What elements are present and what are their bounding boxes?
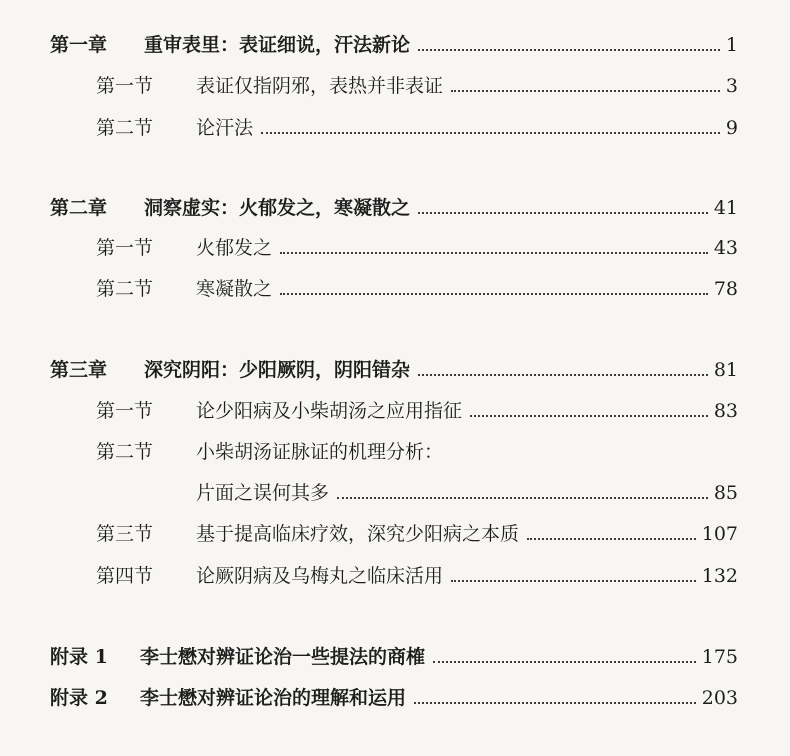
toc-section-3-3[interactable] [96, 519, 738, 549]
leader-dots [433, 661, 696, 663]
page-number: 203 [701, 687, 738, 709]
section-title: 论厥阴病及乌梅丸之临床活用 [196, 565, 444, 587]
section-number: 第三节 [96, 523, 154, 545]
page-number: 43 [713, 237, 738, 259]
page-number: 107 [701, 523, 738, 545]
appendix-number: 附录 2 [50, 687, 108, 709]
page-number: 85 [713, 482, 738, 504]
chapter-number: 第一章 [50, 34, 108, 56]
section-title: 小柴胡汤证脉证的机理分析： [196, 441, 444, 463]
page-number: 41 [713, 197, 738, 219]
toc-chapter-3[interactable] [50, 355, 738, 385]
page-number: 83 [713, 400, 738, 422]
leader-dots [451, 90, 720, 92]
page-number: 3 [725, 75, 738, 97]
leader-dots [418, 212, 708, 214]
toc-appendix-2[interactable] [50, 683, 738, 713]
appendix-title: 李士懋对辨证论治一些提法的商榷 [140, 646, 426, 668]
chapter-title: 深究阴阳：少阳厥阴，阴阳错杂 [144, 359, 411, 381]
leader-dots [527, 538, 696, 540]
page-number: 132 [701, 565, 738, 587]
section-title: 表证仅指阴邪，表热并非表证 [196, 75, 444, 97]
leader-dots [451, 580, 696, 582]
section-title: 论汗法 [196, 117, 254, 139]
toc-section-1-1[interactable] [96, 71, 738, 101]
page-number: 175 [701, 646, 738, 668]
section-number: 第一节 [96, 75, 154, 97]
chapter-number: 第二章 [50, 197, 108, 219]
leader-dots [418, 49, 720, 51]
chapter-title: 洞察虚实：火郁发之，寒凝散之 [144, 197, 411, 219]
section-number: 第一节 [96, 400, 154, 422]
leader-dots [414, 702, 696, 704]
section-title: 寒凝散之 [196, 278, 273, 300]
leader-dots [418, 374, 708, 376]
toc-section-3-1[interactable] [96, 396, 738, 426]
appendix-title: 李士懋对辨证论治的理解和运用 [140, 687, 407, 709]
leader-dots [261, 132, 720, 134]
chapter-title: 重审表里：表证细说，汗法新论 [144, 34, 411, 56]
toc-section-1-2[interactable] [96, 113, 738, 143]
section-title: 基于提高临床疗效，深究少阳病之本质 [196, 523, 520, 545]
chapter-number: 第三章 [50, 359, 108, 381]
section-number: 第二节 [96, 278, 154, 300]
section-title: 火郁发之 [196, 237, 273, 259]
page-number: 1 [725, 34, 738, 56]
section-number: 第二节 [96, 117, 154, 139]
toc-section-3-2[interactable] [96, 437, 738, 467]
toc-section-2-2[interactable] [96, 274, 738, 304]
page-number: 81 [713, 359, 738, 381]
section-number: 第四节 [96, 565, 154, 587]
toc-appendix-1[interactable] [50, 642, 738, 672]
leader-dots [470, 415, 708, 417]
section-title: 论少阳病及小柴胡汤之应用指征 [196, 400, 463, 422]
section-number: 第一节 [96, 237, 154, 259]
page-number: 9 [725, 117, 738, 139]
toc-chapter-2[interactable] [50, 193, 738, 223]
appendix-number: 附录 1 [50, 646, 108, 668]
toc-section-2-1[interactable] [96, 233, 738, 263]
page-number: 78 [713, 278, 738, 300]
toc-chapter-1[interactable] [50, 30, 738, 60]
section-title-continued: 片面之误何其多 [196, 482, 330, 504]
toc-section-3-2-continued[interactable] [96, 478, 738, 508]
leader-dots [280, 293, 708, 295]
leader-dots [280, 252, 708, 254]
leader-dots [337, 497, 708, 499]
section-number: 第二节 [96, 441, 154, 463]
toc-section-3-4[interactable] [96, 561, 738, 591]
